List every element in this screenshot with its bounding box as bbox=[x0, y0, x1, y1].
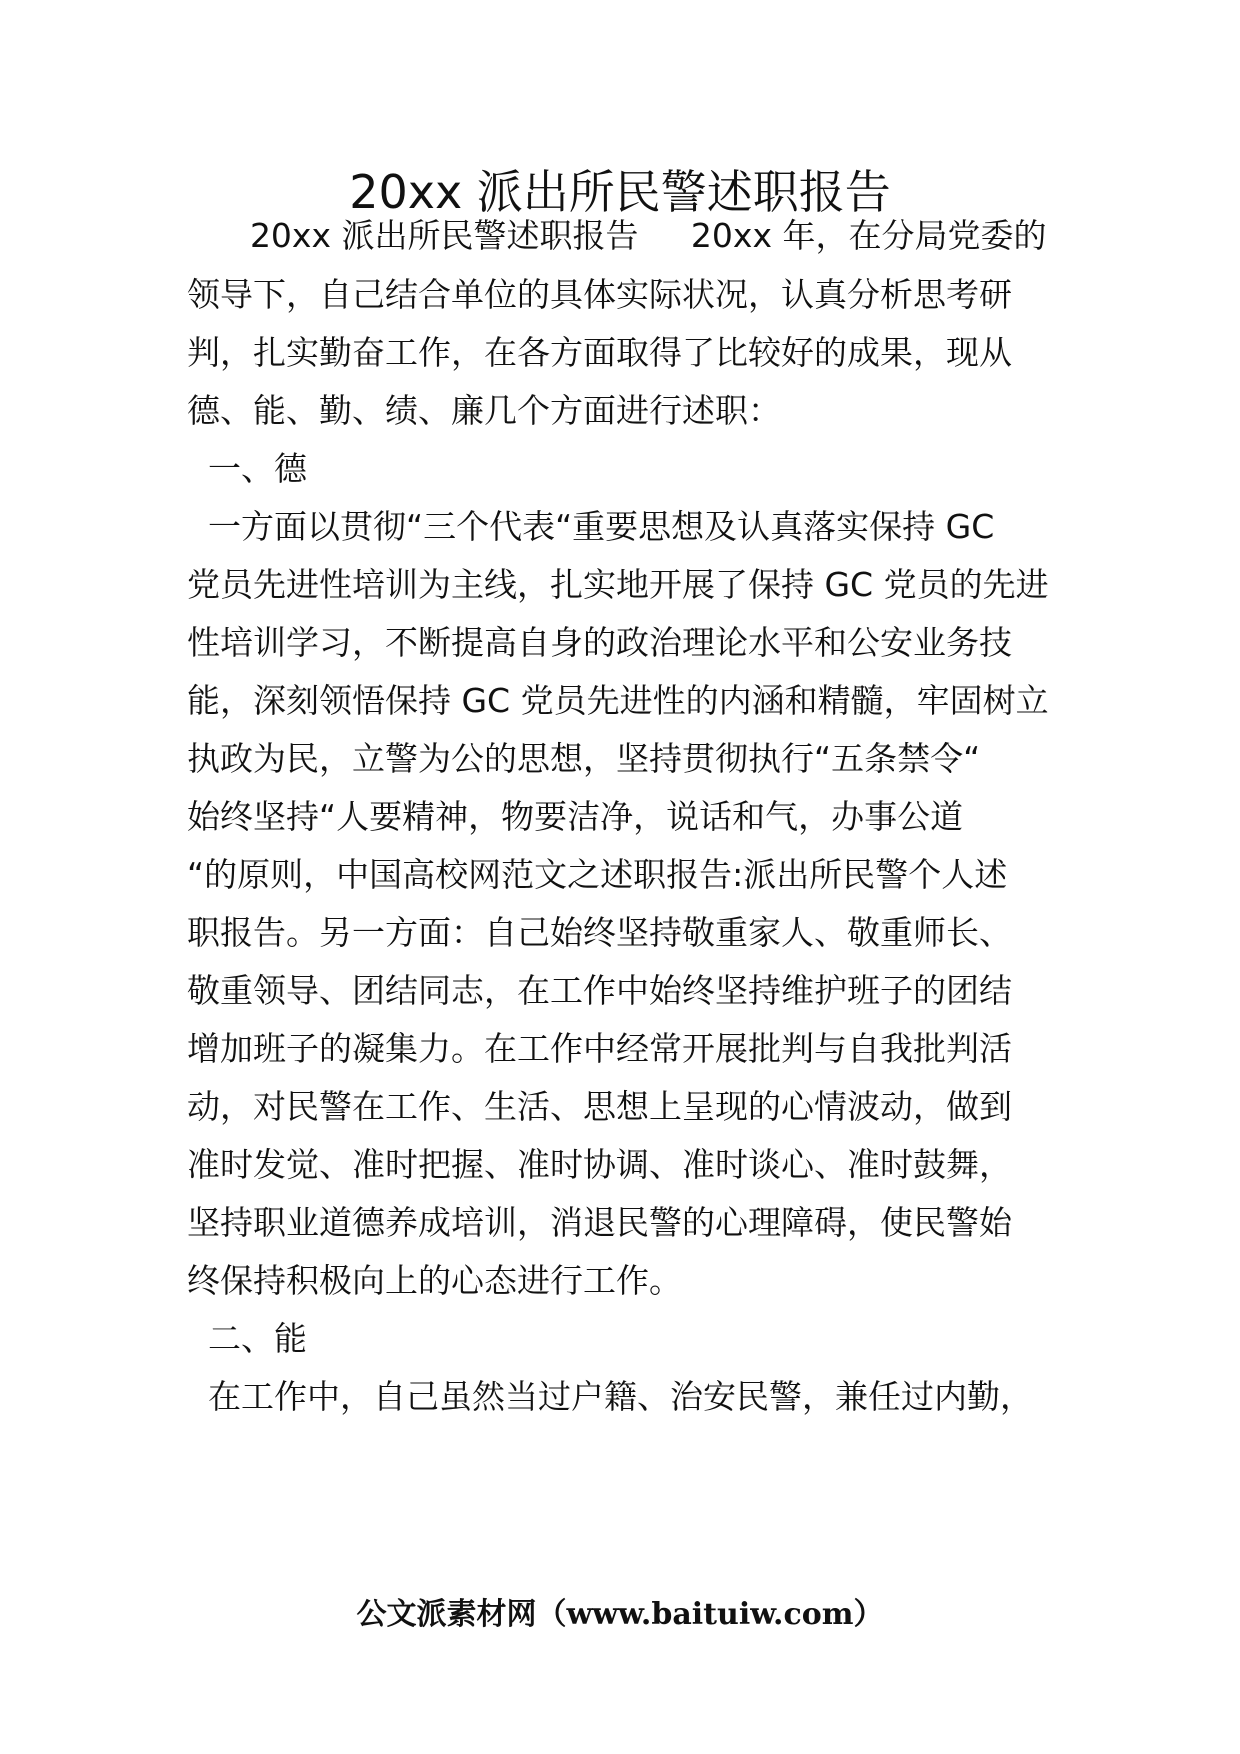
paragraph-line: 坚持职业道德养成培训，消退民警的心理障碍，使民警始 bbox=[187, 1203, 1012, 1242]
paragraph-line: 领导下，自己结合单位的具体实际状况，认真分析思考研 bbox=[187, 275, 1012, 314]
paragraph-line: 职报告。另一方面：自己始终坚持敬重家人、敬重师长、 bbox=[187, 913, 1012, 952]
paragraph-line: “的原则，中国高校网范文之述职报告:派出所民警个人述 bbox=[187, 855, 1008, 894]
paragraph-line: 动，对民警在工作、生活、思想上呈现的心情波动，做到 bbox=[187, 1087, 1012, 1126]
paragraph-line: 德、能、勤、绩、廉几个方面进行述职： bbox=[187, 391, 781, 430]
paragraph-line: 终保持积极向上的心态进行工作。 bbox=[187, 1261, 682, 1300]
paragraph-line: 始终坚持“人要精神，物要洁净，说话和气，办事公道 bbox=[187, 797, 964, 836]
paragraph-line: 准时发觉、准时把握、准时协调、准时谈心、准时鼓舞， bbox=[187, 1145, 1012, 1184]
paragraph-line: 增加班子的凝集力。在工作中经常开展批判与自我批判活 bbox=[187, 1029, 1012, 1068]
paragraph-line: 性培训学习，不断提高自身的政治理论水平和公安业务技 bbox=[187, 623, 1012, 662]
section-heading: 一、德 bbox=[187, 449, 307, 488]
paragraph-line: 一方面以贯彻“三个代表“重要思想及认真落实保持 GC bbox=[187, 507, 995, 546]
section-heading: 二、能 bbox=[187, 1319, 307, 1358]
paragraph-line: 在工作中，自己虽然当过户籍、治安民警，兼任过内勤， bbox=[187, 1377, 1033, 1416]
document-title: 20xx 派出所民警述职报告 bbox=[349, 165, 891, 219]
paragraph-line: 党员先进性培训为主线，扎实地开展了保持 GC 党员的先进 bbox=[187, 565, 1049, 604]
paragraph-line: 能，深刻领悟保持 GC 党员先进性的内涵和精髓，牢固树立 bbox=[187, 681, 1049, 720]
paragraph-line: 20xx 派出所民警述职报告 20xx 年，在分局党委的 bbox=[187, 216, 1047, 255]
paragraph-line: 判，扎实勤奋工作，在各方面取得了比较好的成果，现从 bbox=[187, 333, 1012, 372]
page-footer: 公文派素材网（www.baituiw.com） bbox=[356, 1597, 884, 1632]
paragraph-line: 执政为民，立警为公的思想，坚持贯彻执行“五条禁令“ bbox=[187, 739, 981, 778]
paragraph-line: 敬重领导、团结同志，在工作中始终坚持维护班子的团结 bbox=[187, 971, 1012, 1010]
